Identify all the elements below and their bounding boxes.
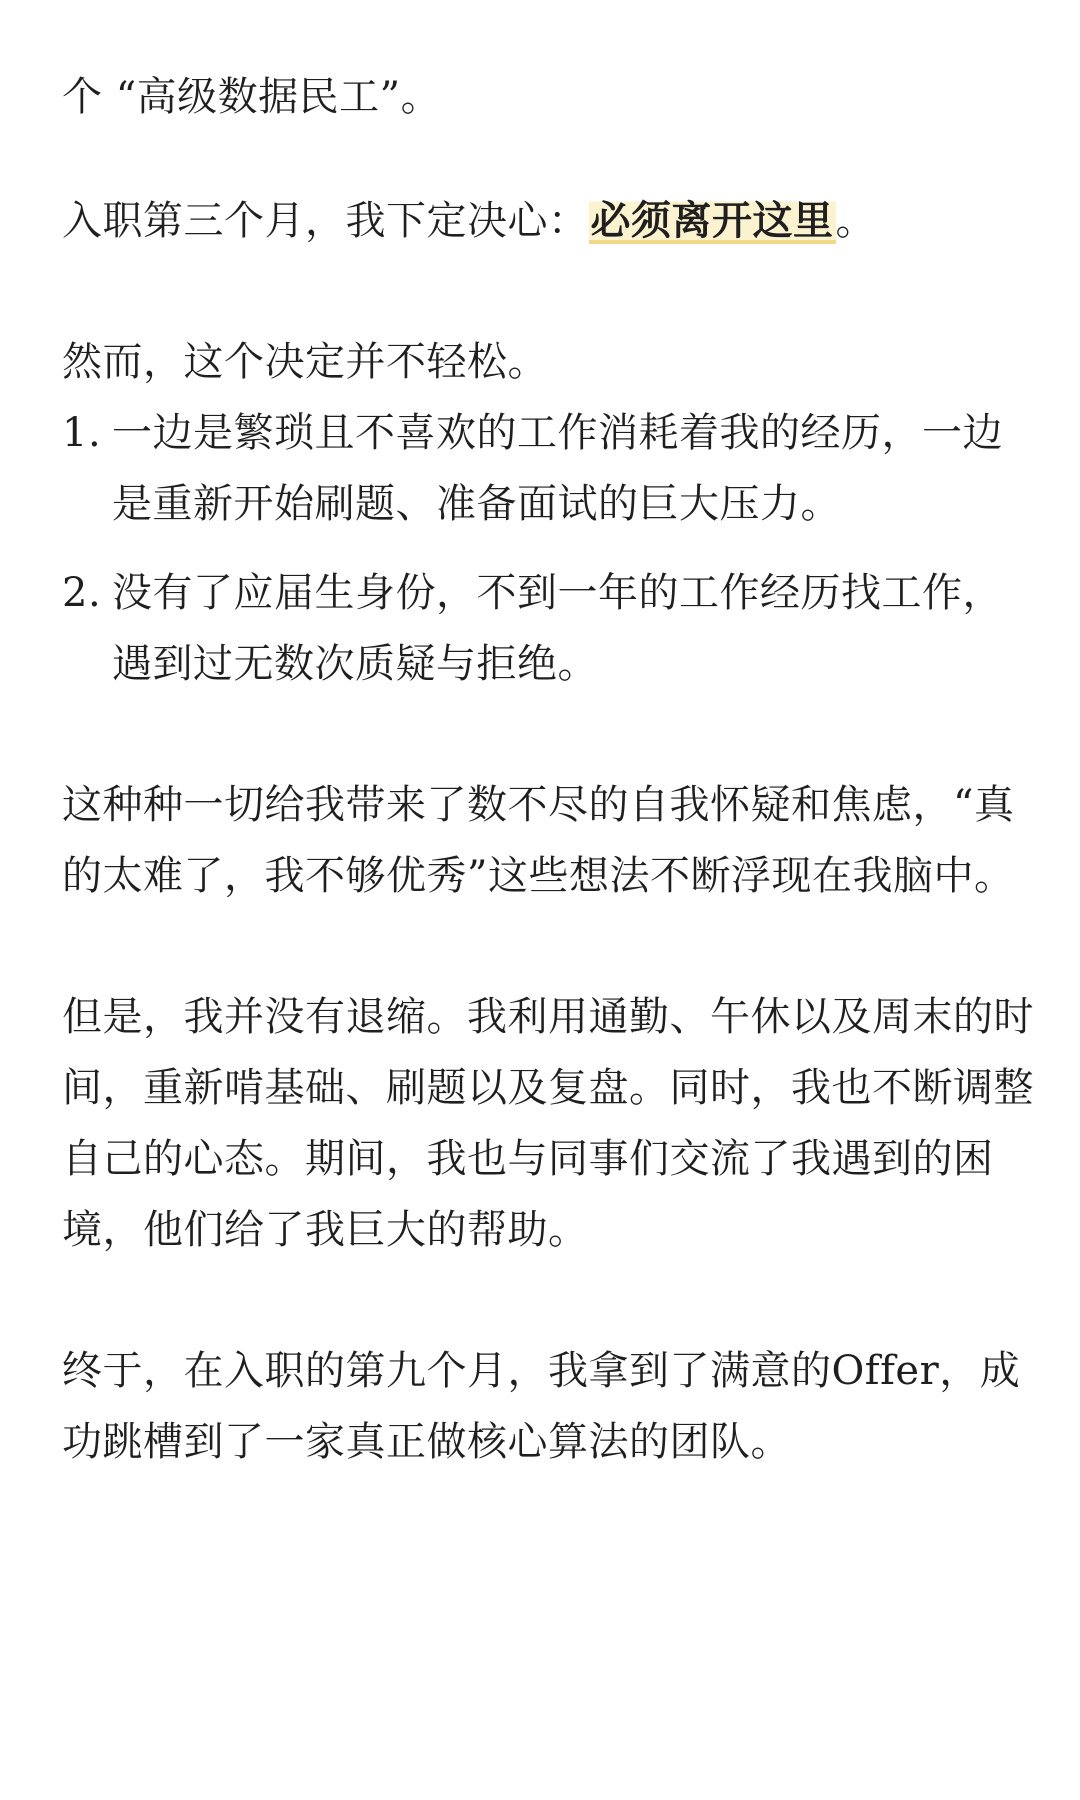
- paragraph-effort: 但是，我并没有退缩。我利用通勤、午休以及周末的时间，重新啃基础、刷题以及复盘。同时，我也不断调整自己的心态。期间，我也与同事们交流了我遇到的困境，他们给了我巨大的帮助。: [62, 994, 1034, 1253]
- decision-text: 入职第三个月，我下定决心：: [62, 198, 589, 244]
- list-item-text: 一边是繁琐且不喜欢的工作消耗着我的经历，一边是重新开始刷题、准备面试的巨大压力。: [112, 410, 1003, 527]
- decision-period: 。: [835, 198, 876, 244]
- list-number: 1.: [62, 410, 102, 456]
- list-item-text: 没有了应届生身份，不到一年的工作经历找工作，遇到过无数次质疑与拒绝。: [112, 570, 1003, 687]
- paragraph-anxiety: 这种种一切给我带来了数不尽的自我怀疑和焦虑，“真的太难了，我不够优秀”这些想法不断浮现在我脑中。: [62, 782, 1015, 899]
- list-number: 2.: [62, 570, 102, 616]
- paragraph-not-easy: 然而，这个决定并不轻松。: [62, 339, 548, 385]
- paragraph-offer: 终于，在入职的第九个月，我拿到了满意的Offer，成功跳槽到了一家真正做核心算法的团队。: [62, 1348, 1021, 1465]
- highlighted-text: 必须离开这里: [590, 197, 834, 244]
- paragraph-decision: [62, 185, 1042, 257]
- list-item: [62, 398, 1042, 540]
- article-body: [62, 62, 1042, 1478]
- list-item: [62, 558, 1042, 700]
- paragraph-intro: 个 “高级数据民工”。: [62, 74, 442, 120]
- difficulty-list: [62, 398, 1042, 700]
